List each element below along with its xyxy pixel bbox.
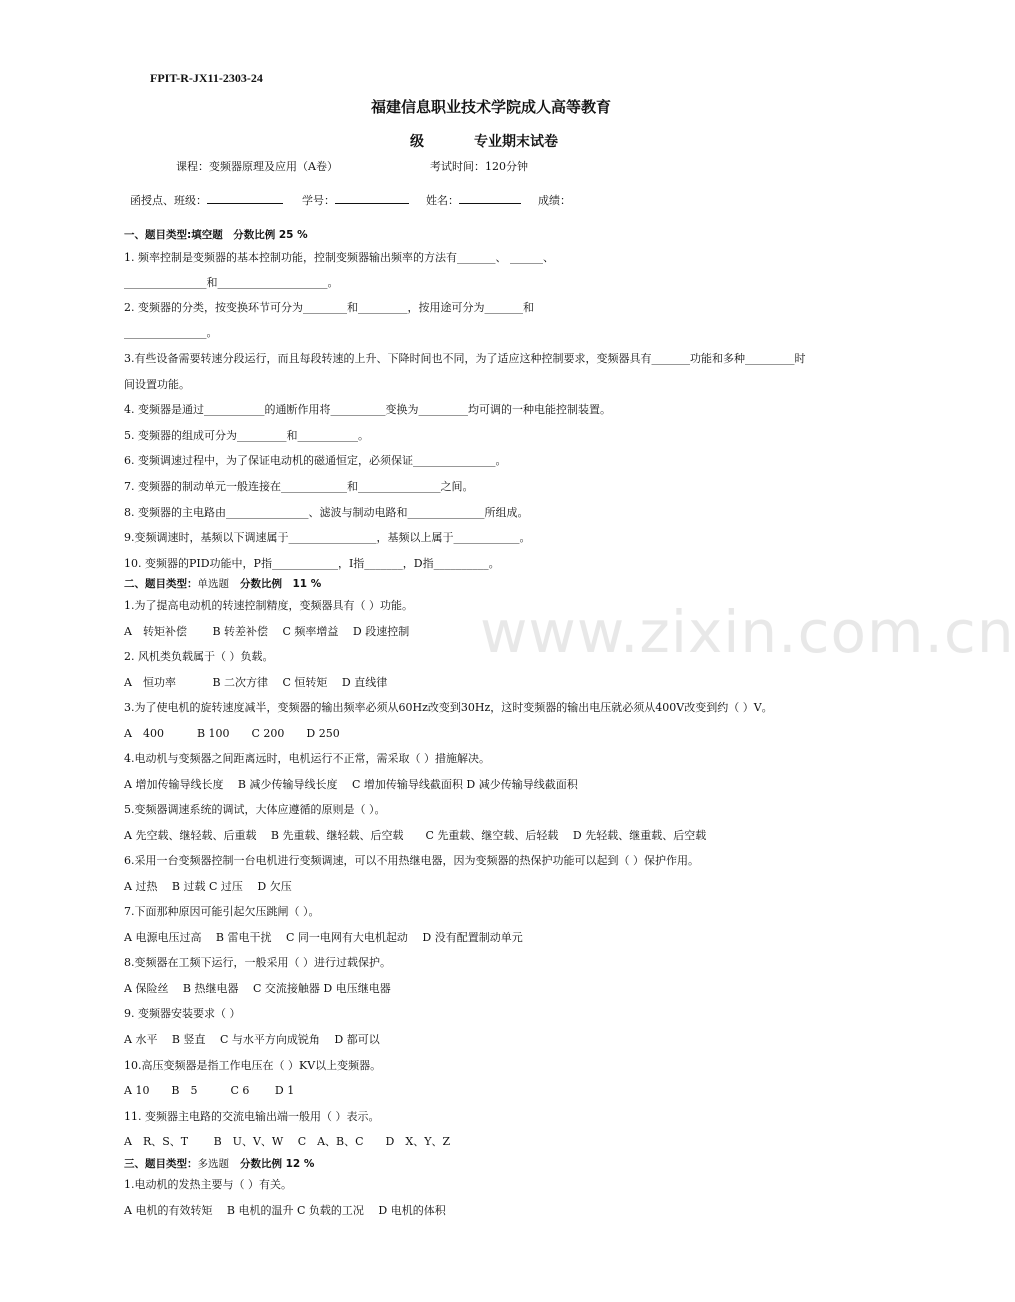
question-line: 7.下面那种原因可能引起欠压跳闸（ ）。 [124,905,320,918]
question-line: _______________和____________________。 [124,276,339,289]
question-line: 1. 频率控制是变频器的基本控制功能，控制变频器输出频率的方法有_______、 ______、 [124,251,554,264]
question-line: 10. 变频器的PID功能中，P指____________，I指_______，D指__________。 [124,557,500,570]
subtitle-exam: 专业期末试卷 [474,134,558,150]
question-line: 2. 变频器的分类，按变换环节可分为________和_________，按用途可分为_______和 [124,301,534,314]
question-line: 5. 变频器的组成可分为_________和___________。 [124,429,369,442]
site-class-label: 函授点、班级： [130,194,207,207]
course-label: 课程：变频器原理及应用（A卷） [176,160,338,173]
question-line: 2. 风机类负载属于（ ）负载。 [124,650,274,663]
student-info-row [130,192,571,208]
question-line: 9.变频调速时，基频以下调速属于________________，基频以上属于____________。 [124,531,531,544]
question-line: _______________。 [124,326,218,339]
question-line: 10.高压变频器是指工作电压在（ ）KV以上变频器。 [124,1059,382,1072]
question-line: 8.变频器在工频下运行，一般采用（ ）进行过载保护。 [124,956,391,969]
question-line: 1.电动机的发热主要与（ ）有关。 [124,1178,292,1191]
question-line: 5.变频器调速系统的调试，大体应遵循的原则是（ ）。 [124,803,386,816]
section-ratio: 分数比例 12 % [239,1158,315,1170]
section-ratio: 分数比例 11 % [239,578,322,590]
section-heading-multi-choice [124,1156,314,1171]
question-line: 6.采用一台变频器控制一台电机进行变频调速，可以不用热继电器，因为变频器的热保护功能可以起到（ ）保护作用。 [124,854,699,867]
score-label: 成绩： [538,194,571,207]
option-line: A 10 B 5 C 6 D 1 [124,1084,295,1097]
option-line: A 保险丝 B 热继电器 C 交流接触器 D 电压继电器 [124,982,391,995]
student-id-label: 学号： [302,194,335,207]
section-prefix: 二、题目类型： [124,578,198,590]
exam-time-label: 考试时间：120分钟 [430,160,528,173]
document-code: FPIT-R-JX11-2303-24 [150,71,263,85]
option-line: A 先空载、继轻载、后重载 B 先重载、继轻载、后空载 C 先重载、继空载、后轻载 D 先轻载、继重载、后空载 [124,829,707,842]
watermark: www.zixin.com.cn [480,598,1015,666]
student-id-field[interactable] [335,193,409,204]
question-line: 3.有些设备需要转速分段运行，而且每段转速的上升、下降时间也不同，为了适应这种控制要求，变频器具有_______功能和多种_________时 [124,352,806,365]
option-line: A 电机的有效转矩 B 电机的温升 C 负载的工况 D 电机的体积 [124,1204,446,1217]
option-line: A 转矩补偿 B 转差补偿 C 频率增益 D 段速控制 [124,625,410,638]
option-line: A 过热 B 过载 C 过压 D 欠压 [124,880,292,893]
section-prefix: 三、题目类型： [124,1158,198,1170]
section-type: 单选题 [197,578,229,590]
question-line: 11. 变频器主电路的交流电输出端一般用（ ）表示。 [124,1110,380,1123]
option-line: A 400 B 100 C 200 D 250 [124,727,340,740]
section-heading-fill-in: 一、题目类型:填空题 分数比例 25 % [124,229,308,241]
subtitle-grade: 级 [410,134,424,150]
question-line: 1.为了提高电动机的转速控制精度，变频器具有（ ）功能。 [124,599,413,612]
option-line: A R、S、T B U、V、W C A、B、C D X、Y、Z [124,1135,451,1148]
question-line: 9. 变频器安装要求（ ） [124,1007,241,1020]
name-field[interactable] [459,193,521,204]
option-line: A 电源电压过高 B 雷电干扰 C 同一电网有大电机起动 D 没有配置制动单元 [124,931,523,944]
name-label: 姓名： [426,194,459,207]
option-line: A 增加传输导线长度 B 减少传输导线长度 C 增加传输导线截面积 D 减少传输导线截面积 [124,778,578,791]
option-line: A 恒功率 B 二次方律 C 恒转矩 D 直线律 [124,676,388,689]
question-line: 6. 变频调速过程中，为了保证电动机的磁通恒定，必须保证_______________。 [124,454,507,467]
section-heading-single-choice [124,576,321,591]
site-class-field[interactable] [207,193,283,204]
page-title: 福建信息职业技术学院成人高等教育 [370,98,611,116]
question-line: 8. 变频器的主电路由_______________、滤波与制动电路和______________所组成。 [124,506,529,519]
section-type: 多选题 [197,1158,229,1170]
question-line: 4. 变频器是通过___________的通断作用将__________变换为_________均可调的一种电能控制装置。 [124,403,611,416]
option-line: A 水平 B 竖直 C 与水平方向成锐角 D 都可以 [124,1033,380,1046]
question-line: 3.为了使电机的旋转速度减半，变频器的输出频率必须从60Hz改变到30Hz，这时变频器的输出电压就必须从400V改变到约（ ）V。 [124,701,773,714]
question-line: 4.电动机与变频器之间距离远时，电机运行不正常，需采取（ ）措施解决。 [124,752,490,765]
question-line: 7. 变频器的制动单元一般连接在____________和_______________之间。 [124,480,474,493]
question-line: 间设置功能。 [124,378,190,391]
